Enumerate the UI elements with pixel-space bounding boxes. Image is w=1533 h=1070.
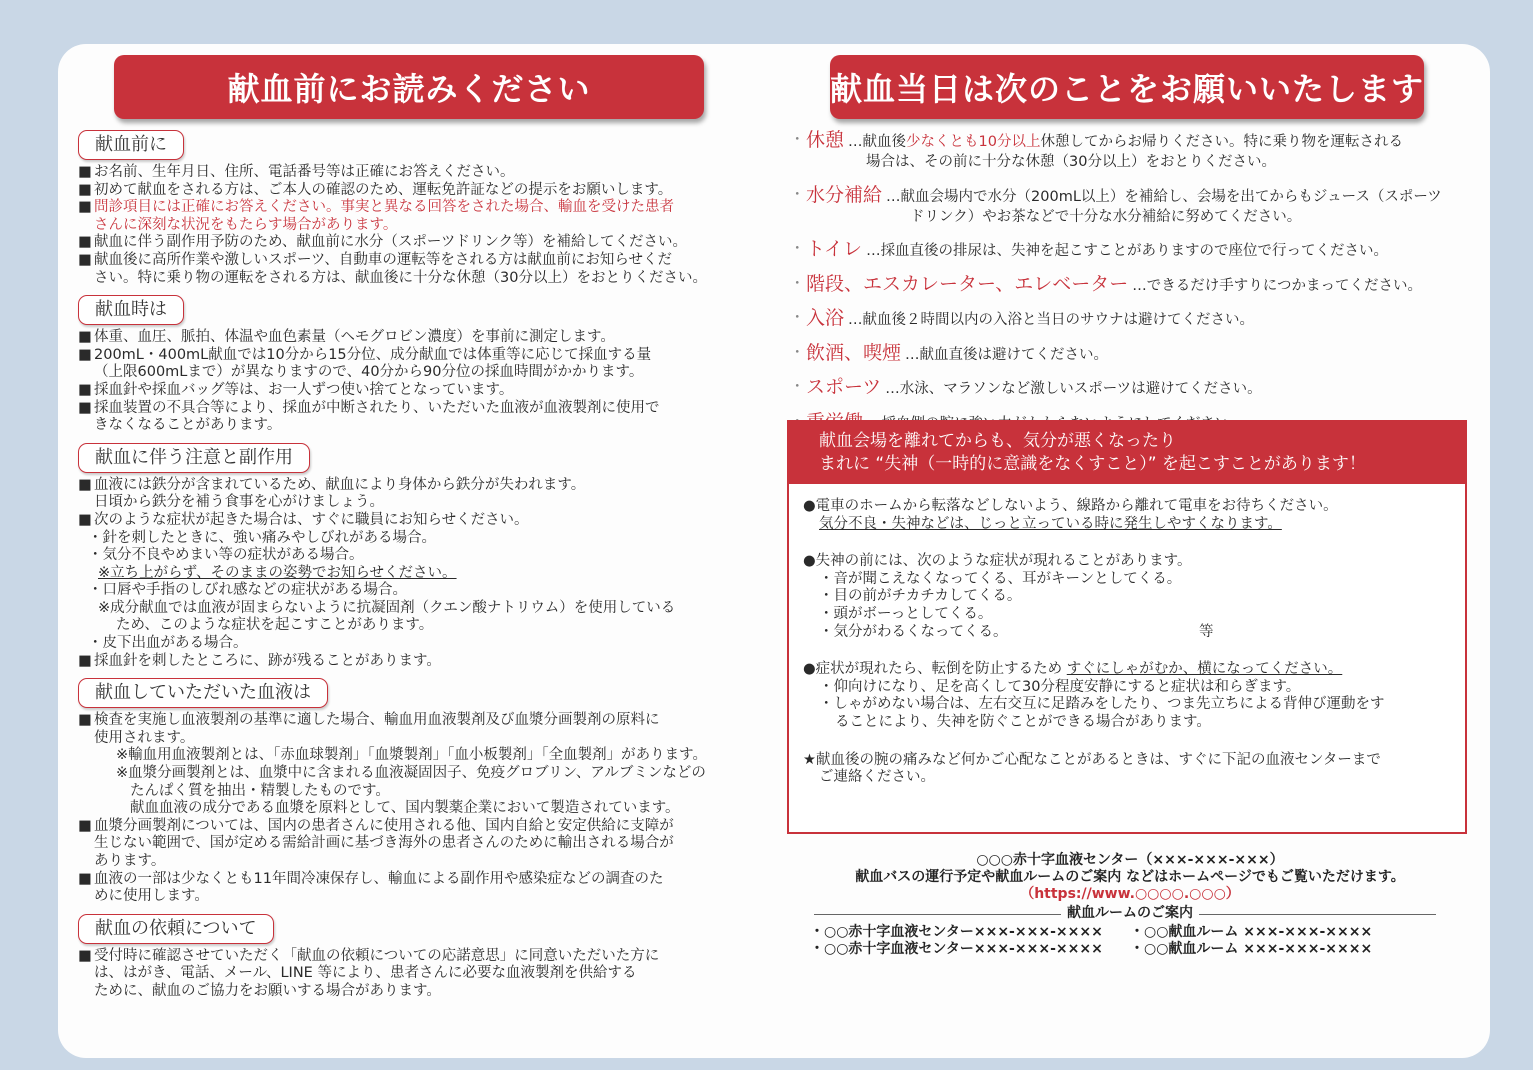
section-heading: 献血時は [78, 295, 184, 325]
list-item: ・口唇や手指のしびれ感などの症状がある場合。 [88, 582, 407, 599]
list-item: ■ 献血後に高所作業や激しいスポーツ、自動車の運転等をされる方は献血前にお知らせくだ [78, 251, 672, 268]
section-heading: 献血に伴う注意と副作用 [78, 443, 310, 473]
warning-block: ●電車のホームから転落などしないよう、線路から離れて電車をお待ちください。 気分不良・失神などは、じっと立っている時に発生しやすくなります。 [803, 498, 1338, 532]
contact-row: ・○○赤十字血液センター×××-×××-×××× ・○○献血ルーム ×××-×××-×××× [810, 941, 1373, 957]
list-item: 献血血液の成分である血漿を原料として、国内製薬企業において製造されています。 [130, 800, 680, 817]
warning-block: ●症状が現れたら、転倒を防止するため すぐにしゃがむか、横になってください。 ・仰向けになり、足を高くして30分程度安静にすると症状は和らぎます。 ・しゃがめない場合は、左右交互に足踏みをしたり、つま先立ちによる背伸び運動をす ることにより、失神を防ぐことができる場合があります。 [803, 661, 1385, 730]
list-item: めに使用します。 [94, 888, 209, 905]
list-item: ■ 採血装置の不具合等により、採血が中断されたり、いただいた血液が血液製剤に使用で [78, 399, 660, 416]
list-item: あります。 [94, 853, 166, 869]
day-item: ・ スポーツ …水泳、マラソンなど激しいスポーツは避けてください。 [790, 376, 1262, 398]
contact-row: ・○○赤十字血液センター×××-×××-×××× ・○○献血ルーム ×××-×××-×××× [810, 924, 1373, 940]
list-item: ため、このような症状を起こすことがあります。 [116, 617, 434, 634]
right-column [790, 130, 1460, 446]
day-item: ・ 休憩 …献血後少なくとも10分以上休憩してからお帰りください。特に乗り物を運転される 場合は、その前に十分な休憩（30分以上）をおとりください。 [790, 129, 1403, 170]
list-item: ■ 200mL・400mL献血では10分から15分位、成分献血では体重等に応じて採血する量 [78, 346, 652, 363]
left-column [78, 128, 750, 1007]
list-item: ■ 初めて献血をされる方は、ご本人の確認のため、運転免許証などの提示をお願いします。 [78, 181, 673, 198]
list-item: ※輸血用血液製剤とは、「赤血球製剤」「血漿製剤」「血小板製剤」「全血製剤」があります。 [116, 747, 707, 764]
left-banner: 献血前にお読みください [114, 55, 704, 119]
right-banner: 献血当日は次のことをお願いいたします [830, 55, 1424, 119]
list-item: ※成分献血では血液が固まらないように抗凝固剤（クエン酸ナトリウム）を使用している [98, 599, 676, 616]
day-item: ・ 入浴 …献血後２時間以内の入浴と当日のサウナは避けてください。 [790, 307, 1255, 329]
list-item: ※血漿分画製剤とは、血漿中に含まれる血液凝固因子、免疫グロブリン、アルブミンなどの [116, 765, 706, 782]
section-heading: 献血していただいた血液は [78, 678, 328, 708]
day-item-keyword: 階段、エスカレーター、エレベーター [806, 272, 1129, 295]
list-item: ■ 採血針を刺したところに、跡が残ることがあります。 [78, 652, 441, 669]
day-item-keyword: スポーツ [806, 376, 882, 398]
list-item: ・皮下出血がある場合。 [88, 635, 248, 652]
day-item: ・ 階段、エスカレーター、エレベーター …できるだけ手すりにつかまってください。 [790, 272, 1422, 295]
list-item: ■ 次のような症状が起きた場合は、すぐに職員にお知らせください。 [78, 511, 529, 528]
list-item: （上限600mLまで）が異なりますので、40分から90分位の採血時間がかかります。 [94, 364, 644, 381]
list-item: ■ 問診項目には正確にお答えください。事実と異なる回答をされた場合、輸血を受けた患者 [78, 199, 674, 216]
warning-header: 献血会場を離れてからも、気分が悪くなったり まれに “失神（一時的に意識をなくすこと）” を起こすことがあります！ [789, 422, 1465, 484]
section-usage [78, 676, 750, 906]
section-heading: 献血の依頼について [78, 914, 274, 944]
warning-block: ★献血後の腕の痛みなど何かご心配なことがあるときは、すぐに下記の血液センターまで ご連絡ください。 [803, 751, 1381, 786]
list-item: ■ 献血に伴う副作用予防のため、献血前に水分（スポーツドリンク等）を補給してください。 [78, 234, 688, 251]
fainting-warning-box [787, 420, 1467, 834]
day-item-keyword: 水分補給 [806, 183, 883, 206]
day-item-keyword: 休憩 [806, 129, 845, 151]
list-item: ・気分不良やめまい等の症状がある場合。 [88, 547, 364, 564]
list-item: たんぱく質を抽出・精製したものです。 [130, 782, 390, 799]
list-item: ※立ち上がらず、そのままの姿勢でお知らせください。 [98, 564, 457, 581]
section-during [78, 293, 750, 435]
section-before [78, 128, 750, 287]
day-item: ・ 水分補給 …献血会場内で水分（200mL以上）を補給し、会場を出てからもジュース（スポーツ ドリンク）やお茶などで十分な水分補給に努めてください。 [790, 183, 1442, 225]
list-item: さんに深刻な状況をもたらす場合があります。 [94, 216, 398, 233]
list-item: 日頃から鉄分を補う食事を心がけましょう。 [94, 494, 384, 511]
section-request [78, 912, 750, 1001]
list-item: さい。特に乗り物の運転をされる方は、献血後に十分な休憩（30分以上）をおとりください。 [94, 269, 707, 286]
list-item: 使用されます。 [94, 729, 195, 746]
section-heading: 献血前に [78, 130, 184, 160]
list-item: ために、献血のご協力をお願いする場合があります。 [94, 982, 441, 999]
list-item: ■ 血漿分画製剤については、国内の患者さんに使用される他、国内自給と安定供給に支障が [78, 817, 674, 834]
day-item: ・ 飲酒、喫煙 …献血直後は避けてください。 [790, 341, 1109, 364]
list-item: ■ 採血針や採血バッグ等は、お一人ずつ使い捨てとなっています。 [78, 381, 514, 398]
day-item-keyword: トイレ [806, 238, 863, 260]
list-item: きなくなることがあります。 [94, 417, 282, 434]
list-item: ■ 検査を実施し血液製剤の基準に適した場合、輸血用血液製剤及び血漿分画製剤の原料に [78, 712, 660, 729]
list-item: ■ 受付時に確認させていただく「献血の依頼についての応諾意思」に同意いただいた方に [78, 947, 660, 964]
list-item: ■ お名前、生年月日、住所、電話番号等は正確にお答えください。 [78, 164, 515, 180]
warning-block: ●失神の前には、次のような症状が現れることがあります。 ・音が聞こえなくなってくる、耳がキーンとしてくる。 ・目の前がチカチカしてくる。 ・頭がボーっとしてくる。 ・気分がわるくなってくる。 等 [803, 553, 1214, 640]
list-item: ・針を刺したときに、強い痛みやしびれがある場合。 [88, 529, 436, 546]
list-item: ■ 体重、血圧、脈拍、体温や血色素量（ヘモグロビン濃度）を事前に測定します。 [78, 329, 615, 346]
section-side-effects [78, 441, 750, 671]
list-item: ■ 血液の一部は少なくとも11年間冷凍保存し、輸血による副作用や感染症などの調査のた [78, 870, 664, 887]
day-item: ・ トイレ …採血直後の排尿は、失神を起こすことがありますので座位で行ってください。 [790, 238, 1389, 260]
rooms-title: 献血ルームのご案内 [810, 905, 1450, 922]
list-item: は、はがき、電話、メール、LINE 等により、患者さんに必要な血液製剤を供給する [94, 965, 637, 982]
day-item-keyword: 飲酒、喫煙 [806, 341, 902, 364]
contact-footer: ○○○赤十字血液センター（×××-×××-×××） 献血バスの運行予定や献血ルームのご案内 などはホームページでもご覧いただけます。 （https://www.○○○○.○○○） 献血ルームのご案内 ・○○赤十字血液センター×××-×××-×××× ・○○献血ルーム ×××-×××-×××× ・○○赤十字血液センター×××-×××-×××× ・○○献血ルーム ×××-×××-×××× [810, 852, 1450, 958]
list-item: 生じない範囲で、国が定める需給計画に基づき海外の患者さんのために輸出される場合が [94, 835, 674, 852]
list-item: ■ 血液には鉄分が含まれているため、献血により身体から鉄分が失われます。 [78, 476, 586, 493]
day-item-keyword: 入浴 [806, 307, 845, 329]
